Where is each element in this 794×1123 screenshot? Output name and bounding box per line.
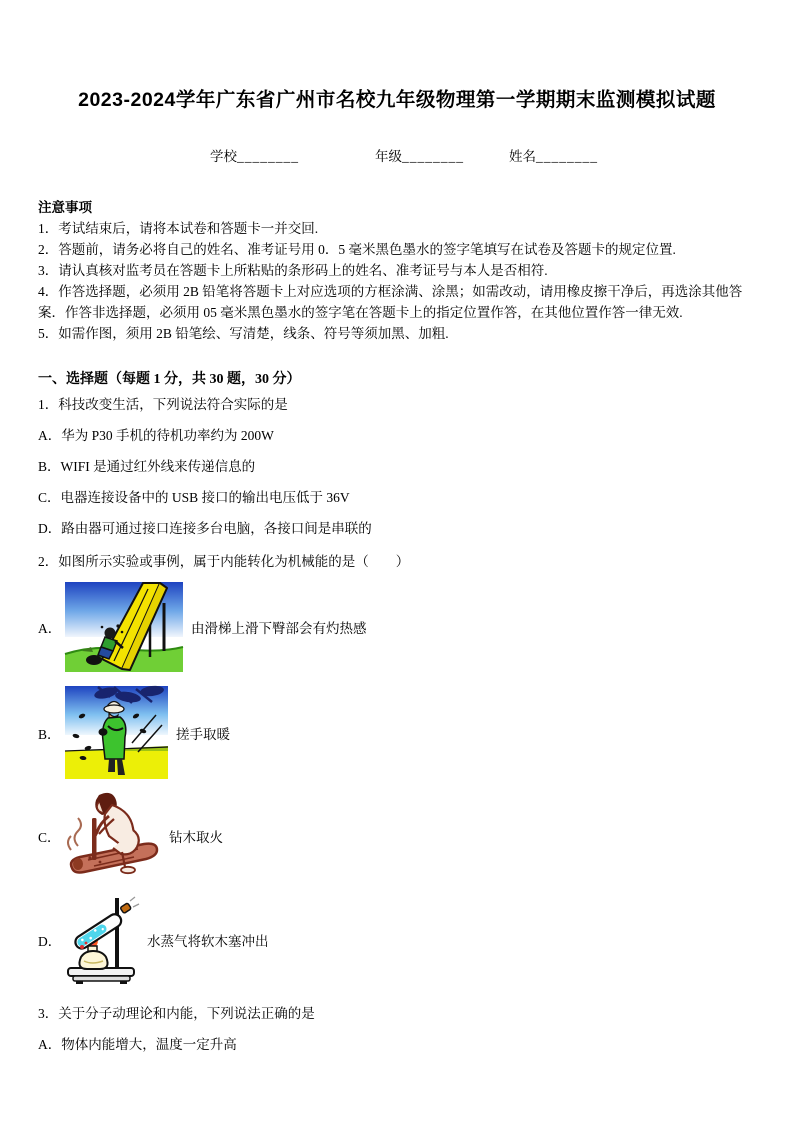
question-2-option-c-row: [38, 788, 223, 884]
question-3: [38, 1003, 756, 1055]
name-label: 姓名: [509, 149, 536, 164]
name-blank-line: ________: [536, 149, 598, 164]
notice-item-5: 5．如需作图，须用 2B 铅笔绘、写清楚，线条、符号等须加黑、加粗.: [38, 326, 449, 341]
question-1-option-b: B．WIFI 是通过红外线来传递信息的: [38, 459, 256, 474]
rubbing-hands-scene-image: [64, 685, 169, 780]
option-b-label: B．: [38, 726, 61, 742]
question-2-option-a-row: [38, 581, 367, 673]
question-1-option-d: D．路由器可通过接口连接多台电脑，各接口间是串联的: [38, 521, 372, 536]
slide-scene-svg: [64, 581, 184, 673]
option-d-label: D．: [38, 933, 62, 949]
question-1-option-c: C．电器连接设备中的 USB 接口的输出电压低于 36V: [38, 490, 350, 505]
slide-scene-image: [64, 581, 184, 673]
wood-drilling-scene-svg: [64, 788, 162, 884]
steam-cork-scene-svg: [64, 895, 140, 984]
question-1: [38, 394, 756, 539]
option-a-caption: 由滑梯上滑下臀部会有灼热感: [191, 621, 367, 636]
question-3-stem: 3．关于分子动理论和内能，下列说法正确的是: [38, 1006, 315, 1021]
grade-field: [375, 145, 464, 165]
question-1-option-a: A．华为 P30 手机的待机功率约为 200W: [38, 428, 274, 443]
page-title: 2023-2024学年广东省广州市名校九年级物理第一学期期末监测模拟试题: [78, 89, 716, 111]
question-2-stem: 2．如图所示实验或事例，属于内能转化为机械能的是（ ）: [38, 554, 410, 569]
notice-item-1: 1．考试结束后，请将本试卷和答题卡一并交回.: [38, 221, 319, 236]
section-heading-choice-questions: 一、选择题（每题 1 分，共 30 题，30 分）: [38, 372, 301, 387]
option-a-label: A．: [38, 621, 62, 636]
school-label: 学校: [210, 149, 237, 164]
question-2-option-d-row: [38, 895, 269, 984]
question-3-option-a: A．物体内能增大，温度一定升高: [38, 1037, 237, 1052]
notice-heading: 注意事项: [38, 200, 92, 215]
steam-cork-scene-image: [64, 895, 140, 984]
notice-item-3: 3．请认真核对监考员在答题卡上所粘贴的条形码上的姓名、准考证号与本人是否相符.: [38, 263, 548, 278]
school-field: [210, 145, 299, 165]
option-c-label: C．: [38, 830, 61, 845]
notice-item-2: 2．答题前，请务必将自己的姓名、准考证号用 0．5 毫米黑色墨水的签字笔填写在试卷及答题卡的规定位置.: [38, 242, 676, 257]
rubbing-hands-scene-svg: [64, 685, 169, 780]
school-blank-line: ________: [237, 149, 299, 164]
wood-drilling-scene-image: [64, 788, 162, 884]
option-d-caption: 水蒸气将软木塞冲出: [147, 933, 269, 949]
notice-item-4: 4．作答选择题，必须用 2B 铅笔将答题卡上对应选项的方框涂满、涂黑；如需改动，请用橡皮擦干净后，再选涂其他答案．作答非选择题，必须用 05 毫米黑色墨水的签字笔在答题卡上的指定位置作答，在其他位置作答一律无效.: [38, 284, 743, 320]
notice-section: [38, 197, 756, 344]
header-fill-in-row: [38, 145, 756, 163]
question-1-stem: 1．科技改变生活，下列说法符合实际的是: [38, 397, 288, 412]
option-c-caption: 钻木取火: [169, 830, 223, 845]
grade-label: 年级: [375, 149, 402, 164]
question-2-option-b-row: [38, 685, 230, 780]
name-field: [509, 145, 598, 165]
grade-blank-line: ________: [402, 149, 464, 164]
option-b-caption: 搓手取暖: [176, 726, 230, 742]
